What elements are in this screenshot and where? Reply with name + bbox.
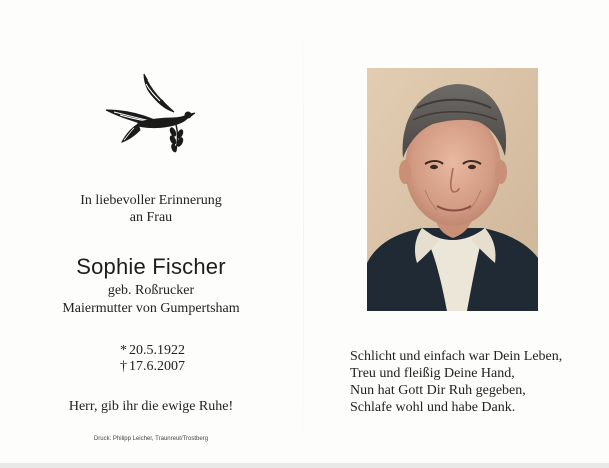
verse-line: Schlafe wohl und habe Dank. — [350, 400, 516, 415]
title-line: Maiermutter von Gumpertsham — [62, 301, 240, 316]
memorial-verse — [350, 348, 600, 416]
death-symbol: † — [120, 359, 127, 374]
prayer-line: Herr, gib ihr die ewige Ruhe! — [68, 399, 234, 414]
verse-line: Schlicht und einfach war Dein Leben, — [350, 349, 563, 364]
deceased-name: Sophie Fischer — [76, 254, 226, 279]
death-date: 17.6.2007 — [129, 359, 185, 374]
card-bottom-edge — [0, 463, 609, 468]
verse-line: Nun hat Gott Dir Ruh gegeben, — [350, 383, 526, 398]
printer-credit: Druck: Philipp Leicher, Traunreut/Trostberg — [93, 436, 209, 442]
memory-line-1: In liebevoller Erinnerung — [80, 193, 222, 208]
birth-symbol: * — [120, 343, 127, 358]
portrait-illustration — [367, 68, 538, 311]
verse-line: Treu und fleißig Deine Hand, — [350, 366, 515, 381]
death-line — [40, 358, 262, 376]
portrait-photo — [367, 68, 538, 311]
maiden-name: geb. Roßrucker — [107, 283, 195, 298]
birth-date: 20.5.1922 — [129, 343, 185, 358]
dove-with-olive-branch-icon — [104, 70, 196, 156]
memory-line-2: an Frau — [129, 210, 173, 225]
card-fold — [303, 0, 304, 468]
